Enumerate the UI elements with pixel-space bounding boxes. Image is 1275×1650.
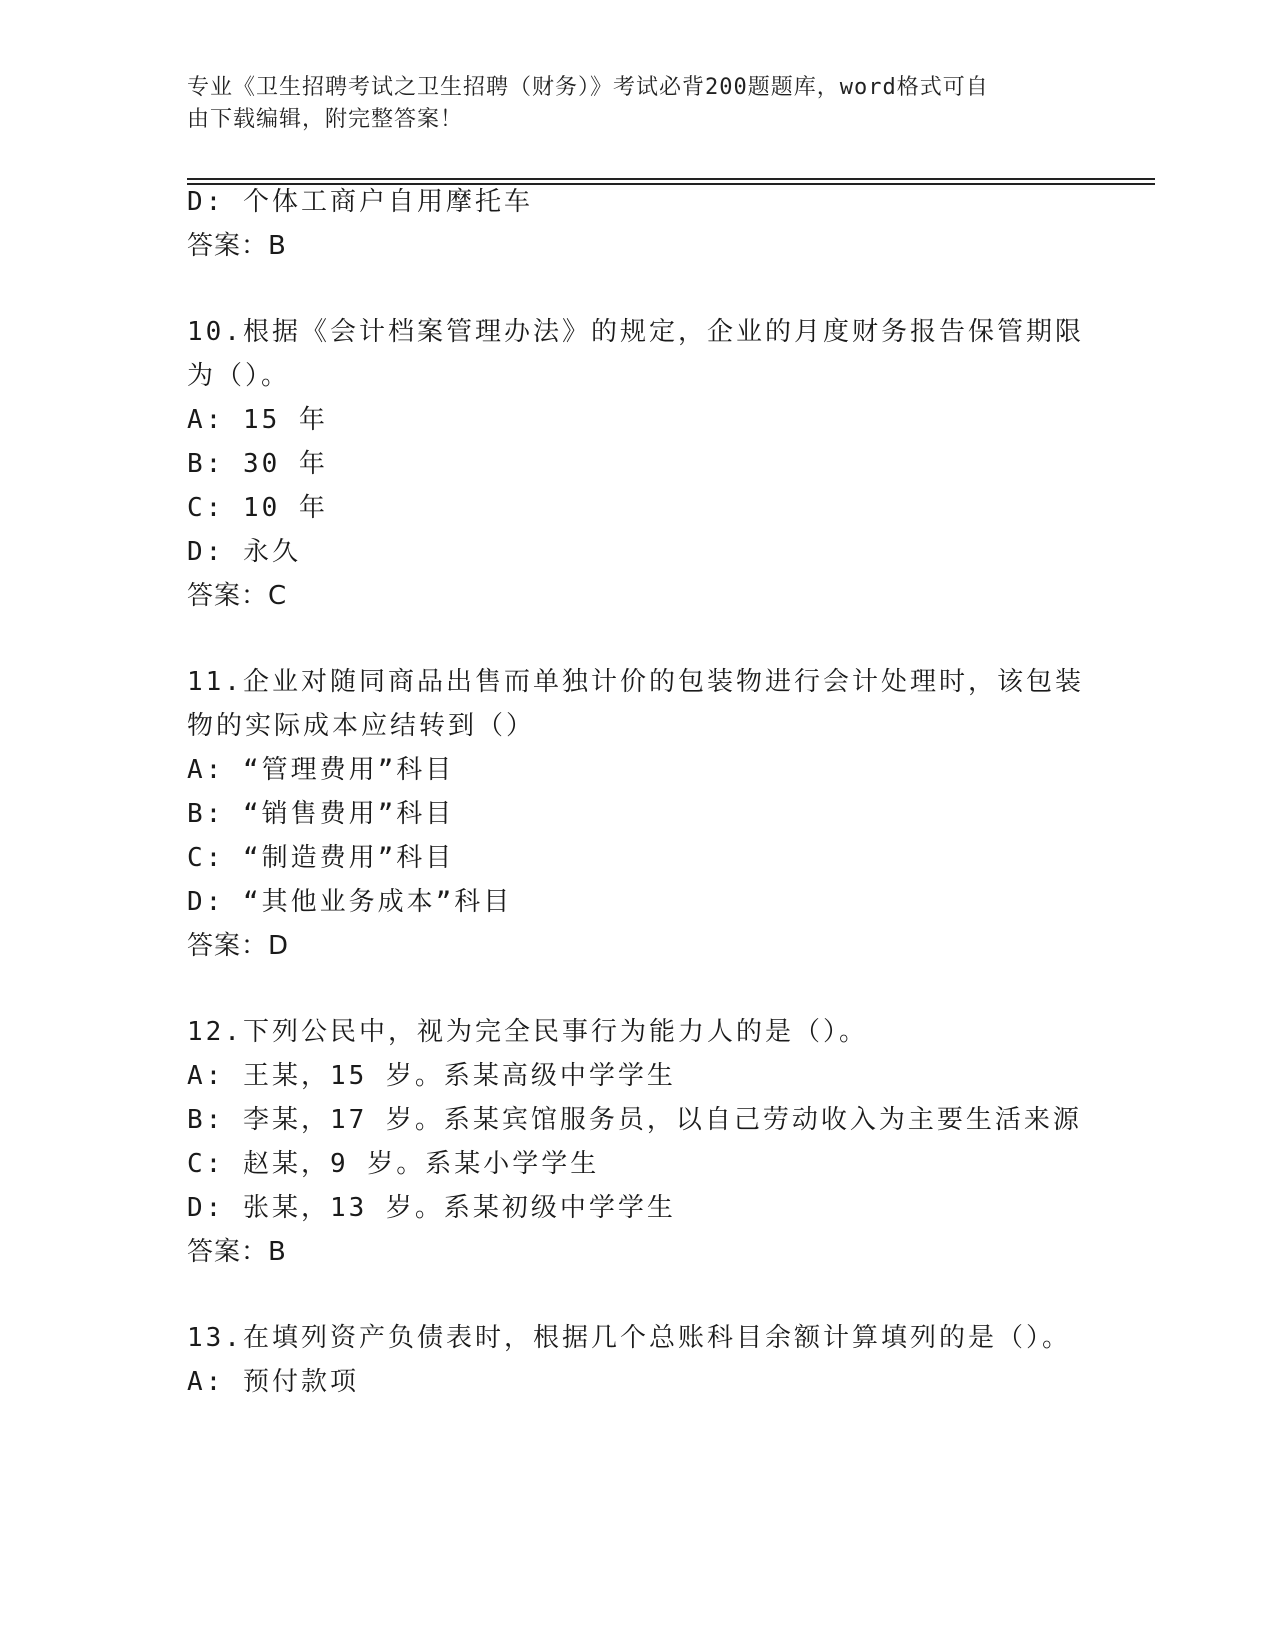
- q12-option-a: A: 王某，15 岁。系某高级中学学生: [187, 1061, 676, 1091]
- q10-option-b: B: 30 年: [187, 449, 328, 479]
- prev-answer: 答案：B: [187, 231, 287, 261]
- q12-option-b: B: 李某，17 岁。系某宾馆服务员，以自己劳动收入为主要生活来源: [187, 1105, 1082, 1135]
- q10-stem-line-2: 为（）。: [187, 361, 291, 391]
- q13-stem-line-1: 13.在填列资产负债表时，根据几个总账科目余额计算填列的是（）。: [187, 1323, 1071, 1353]
- q10-option-d: D: 永久: [187, 537, 301, 567]
- q11-option-c: C: “制造费用”科目: [187, 843, 455, 873]
- q13-option-a: A: 预付款项: [187, 1367, 359, 1397]
- header-line-2: 由下载编辑，附完整答案！: [187, 107, 464, 132]
- q12-stem-line-1: 12.下列公民中，视为完全民事行为能力人的是（）。: [187, 1017, 868, 1047]
- q10-answer: 答案：C: [187, 581, 288, 611]
- q12-option-d: D: 张某，13 岁。系某初级中学学生: [187, 1193, 676, 1223]
- document-header: [187, 72, 1067, 136]
- q11-option-d: D: “其他业务成本”科目: [187, 887, 513, 917]
- header-line-1: 专业《卫生招聘考试之卫生招聘（财务）》考试必背200题题库，word格式可自: [187, 75, 989, 100]
- q10-option-a: A: 15 年: [187, 405, 328, 435]
- prev-option-d: D: 个体工商户自用摩托车: [187, 187, 533, 217]
- q11-answer: 答案：D: [187, 931, 290, 961]
- q11-option-b: B: “销售费用”科目: [187, 799, 455, 829]
- q10-stem-line-1: 10.根据《会计档案管理办法》的规定，企业的月度财务报告保管期限: [187, 317, 1084, 347]
- header-divider-top: [187, 178, 1155, 180]
- q12-option-c: C: 赵某，9 岁。系某小学学生: [187, 1149, 600, 1179]
- q12-answer: 答案：B: [187, 1237, 287, 1267]
- q11-stem-line-2: 物的实际成本应结转到（）: [187, 711, 536, 741]
- q11-stem-line-1: 11.企业对随同商品出售而单独计价的包装物进行会计处理时，该包装: [187, 667, 1084, 697]
- q11-option-a: A: “管理费用”科目: [187, 755, 455, 785]
- q10-option-c: C: 10 年: [187, 493, 328, 523]
